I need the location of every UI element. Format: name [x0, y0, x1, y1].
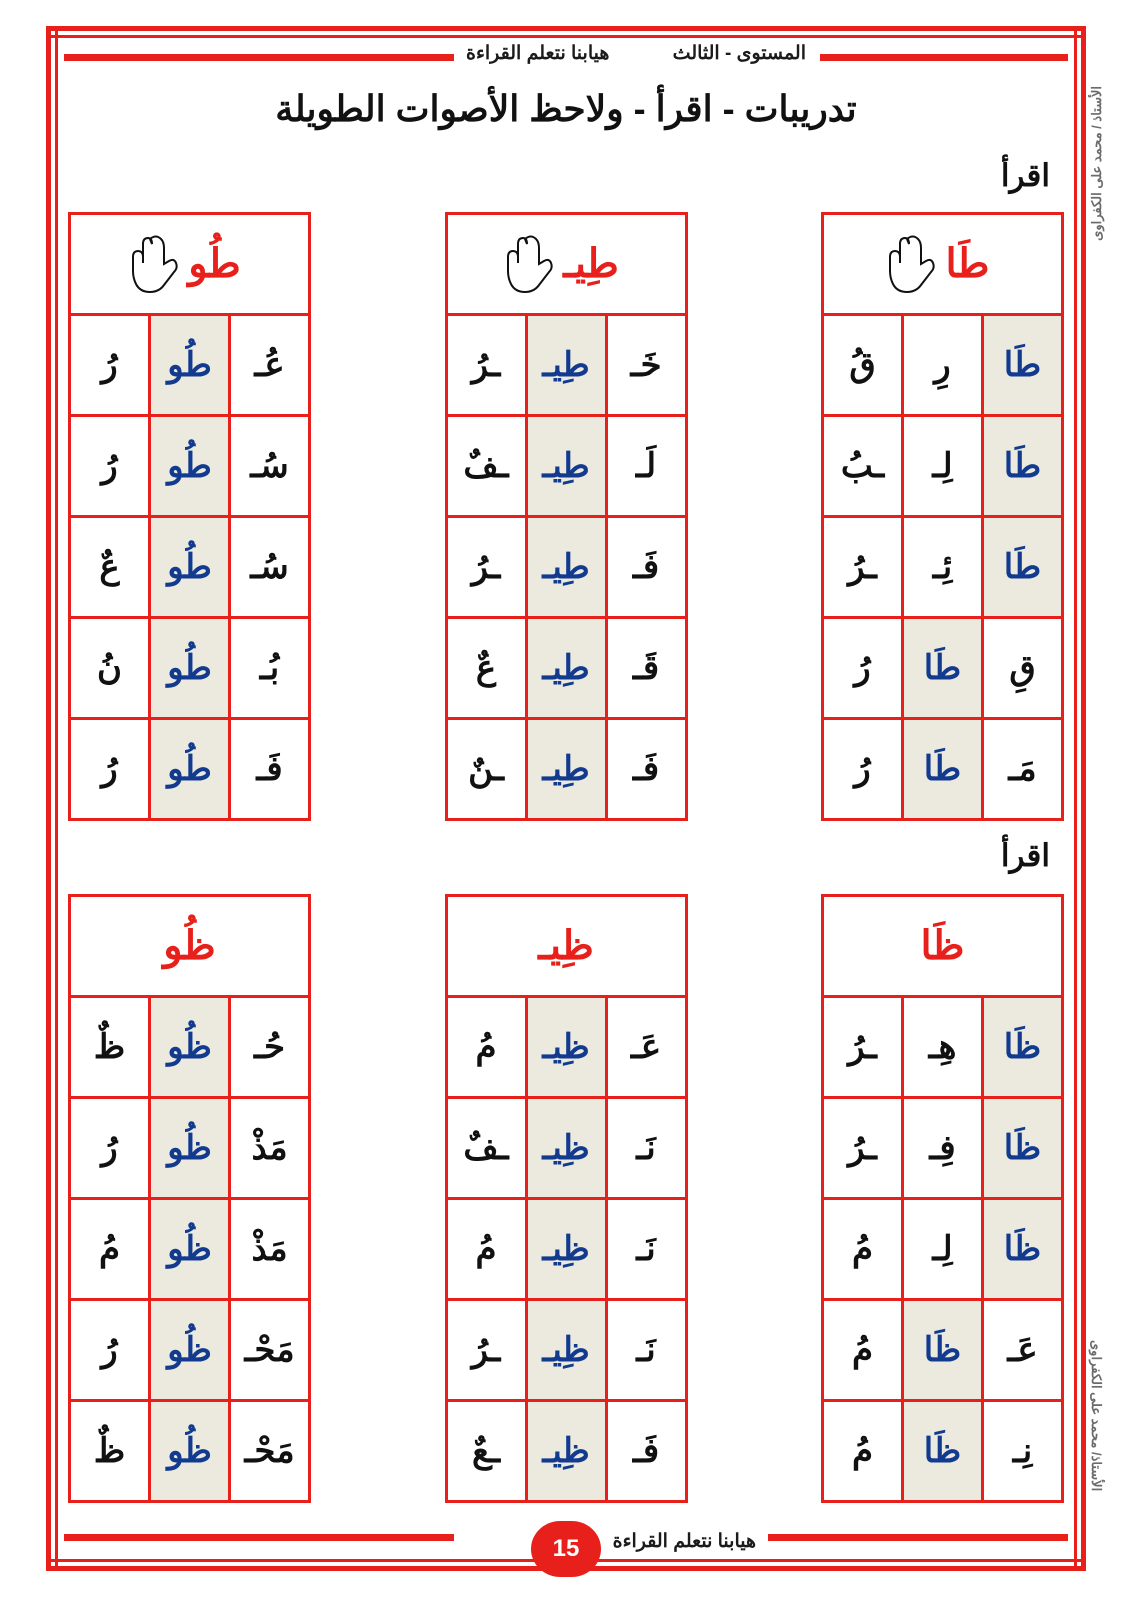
table-cell: ظَا [984, 1099, 1061, 1197]
footer-rule-right [768, 1534, 1068, 1541]
table-taa [821, 212, 1064, 821]
table-cell: مُ [824, 1301, 904, 1399]
table-cell: ظِيـ [528, 1402, 608, 1500]
table-row [448, 316, 685, 414]
table-cell: طِيـ [528, 518, 608, 616]
table-cell: بُـ [259, 649, 280, 687]
table-zuu-header [71, 897, 308, 998]
read-label-bottom: اقرأ [1000, 838, 1050, 873]
table-cell: طُو [151, 518, 231, 616]
table-cell: طَا [984, 316, 1061, 414]
table-cell: ـبُ [824, 417, 904, 515]
table-cell: ـرُ [448, 316, 528, 414]
table-cell: ظُو [151, 1402, 231, 1500]
table-cell: طَا [984, 518, 1061, 616]
table-cell: ئِـ [904, 518, 984, 616]
table-cell: ظِيـ [528, 1099, 608, 1197]
table-cell: مَذْ [251, 1230, 288, 1268]
table-cell: رُ [71, 720, 151, 818]
table-cell: مُ [824, 1402, 904, 1500]
table-cell: ـعٌ [448, 1402, 528, 1500]
table-cell: طُو [151, 417, 231, 515]
table-cell: ـفٌ [448, 417, 528, 515]
table-taa-header [824, 215, 1061, 316]
table-cell: حُـ [254, 1028, 285, 1066]
table-cell: ظُو [151, 1200, 231, 1298]
frame-border-left [46, 26, 51, 1571]
table-cell: طِيـ [528, 619, 608, 717]
table-cell: مُ [448, 1200, 528, 1298]
author-credit-top: الأستاذ / محمد على الكفراوى [1089, 86, 1104, 241]
table-cell: طُو [151, 720, 231, 818]
table-cell: ظُو [151, 1301, 231, 1399]
table-cell: ظِيـ [528, 1200, 608, 1298]
header-book-title: هيابنا نتعلم القراءة [466, 43, 610, 64]
header-rule-right [820, 54, 1068, 61]
table-cell: مُ [71, 1200, 151, 1298]
table-cell: ـرُ [448, 518, 528, 616]
table-cell: ظٌ [71, 998, 151, 1096]
table-cell: ـفٌ [448, 1099, 528, 1197]
table-row [71, 1399, 308, 1500]
table-cell: هِـ [904, 998, 984, 1096]
frame-border-left-inner [55, 26, 58, 1571]
table-cell: ـرُ [824, 1099, 904, 1197]
table-cell: طِيـ [528, 417, 608, 515]
table-row [824, 1399, 1061, 1500]
page-number-badge: 15 [531, 1521, 601, 1577]
table-cell: ظِيـ [528, 1301, 608, 1399]
table-cell: عَـ [1007, 1331, 1038, 1369]
page-title: تدريبات - اقرأ - ولاحظ الأصوات الطويلة [275, 88, 857, 129]
table-zaa [821, 894, 1064, 1503]
table-cell: عَـ [630, 1028, 662, 1066]
table-cell: خَـ [630, 346, 662, 384]
table-tii-header-syllable: طِيـ [563, 242, 619, 286]
table-zaa-header-syllable: ظَا [920, 924, 965, 968]
table-row [824, 616, 1061, 717]
exercise-row-top [68, 212, 1064, 821]
table-row [71, 316, 308, 414]
table-row [71, 414, 308, 515]
table-cell: مُ [448, 998, 528, 1096]
table-cell: فَـ [632, 548, 660, 586]
table-cell: لِـ [904, 1200, 984, 1298]
table-row [71, 998, 308, 1096]
table-row [71, 1298, 308, 1399]
table-row [448, 717, 685, 818]
table-row [448, 1298, 685, 1399]
table-zii-header-syllable: ظِيـ [538, 924, 594, 968]
table-cell: ظٌ [71, 1402, 151, 1500]
table-tii-header [448, 215, 685, 316]
table-row [448, 616, 685, 717]
table-cell: سُـ [250, 548, 289, 586]
footer-rule-left [64, 1534, 454, 1541]
table-row [824, 1096, 1061, 1197]
table-row [824, 998, 1061, 1096]
table-cell: فَـ [256, 750, 283, 788]
page-frame [46, 26, 1104, 1571]
table-cell: رِ [904, 316, 984, 414]
table-cell: ظَا [984, 998, 1061, 1096]
pointing-hand-icon [889, 233, 935, 295]
table-row [71, 515, 308, 616]
table-cell: ظُو [151, 998, 231, 1096]
table-row [71, 1096, 308, 1197]
table-cell: فَـ [632, 750, 660, 788]
table-cell: نِـ [1012, 1432, 1033, 1470]
read-label-top: اقرأ [1000, 158, 1050, 193]
frame-border-top [46, 26, 1086, 31]
table-row [448, 1096, 685, 1197]
footer-book-title: هيابنا نتعلم القراءة [612, 1531, 756, 1552]
table-cell: رُ [71, 316, 151, 414]
table-cell: قُ [824, 316, 904, 414]
frame-border-right [1081, 26, 1086, 1571]
table-zii [445, 894, 688, 1503]
pointing-hand-icon [132, 233, 178, 295]
table-tuu-header-syllable: طُو [188, 242, 241, 286]
table-zuu [68, 894, 311, 1503]
table-cell: طُو [151, 619, 231, 717]
table-cell: ـرُ [448, 1301, 528, 1399]
table-cell: نَـ [636, 1230, 656, 1268]
table-cell: مَـ [1008, 750, 1037, 788]
exercise-row-bottom [68, 894, 1064, 1503]
table-cell: طَا [904, 720, 984, 818]
table-cell: ظَا [984, 1200, 1061, 1298]
table-cell: فِـ [904, 1099, 984, 1197]
table-row [448, 998, 685, 1096]
table-cell: طَا [984, 417, 1061, 515]
table-tuu-header [71, 215, 308, 316]
table-row [824, 316, 1061, 414]
table-cell: لَـ [635, 447, 657, 485]
table-cell: مَذْ [251, 1129, 288, 1167]
table-cell: طُو [151, 316, 231, 414]
table-taa-header-syllable: طَا [945, 242, 990, 286]
table-cell: رُ [824, 720, 904, 818]
table-cell: ظُو [151, 1099, 231, 1197]
table-cell: مَحْـ [244, 1432, 295, 1470]
table-cell: عُـ [254, 346, 285, 384]
table-cell: عٌ [448, 619, 528, 717]
table-row [71, 616, 308, 717]
table-cell: ظِيـ [528, 998, 608, 1096]
table-cell: رُ [71, 1301, 151, 1399]
table-cell: نُ [71, 619, 151, 717]
table-cell: ـرُ [824, 998, 904, 1096]
table-zaa-header [824, 897, 1061, 998]
frame-border-right-inner [1074, 26, 1077, 1571]
table-cell: قِ [1009, 649, 1036, 687]
table-cell: مَحْـ [244, 1331, 295, 1369]
table-cell: ـرُ [824, 518, 904, 616]
table-cell: لِـ [904, 417, 984, 515]
table-cell: عٌ [71, 518, 151, 616]
table-cell: رُ [71, 1099, 151, 1197]
table-row [71, 1197, 308, 1298]
table-cell: طِيـ [528, 720, 608, 818]
table-cell: نَـ [636, 1331, 656, 1369]
table-row [824, 1298, 1061, 1399]
table-tii [445, 212, 688, 821]
table-row [824, 717, 1061, 818]
table-cell: ظَا [904, 1402, 984, 1500]
table-row [448, 515, 685, 616]
table-cell: قَـ [632, 649, 660, 687]
table-cell: طِيـ [528, 316, 608, 414]
table-cell: سُـ [250, 447, 289, 485]
header-level: المستوى - الثالث [672, 43, 806, 64]
table-cell: رُ [71, 417, 151, 515]
table-cell: مُ [824, 1200, 904, 1298]
table-zii-header [448, 897, 685, 998]
table-row [824, 515, 1061, 616]
table-row [448, 1197, 685, 1298]
table-cell: نَـ [636, 1129, 656, 1167]
header-rule-left [64, 54, 454, 61]
table-zuu-header-syllable: ظُو [163, 924, 216, 968]
frame-border-top-inner [46, 35, 1086, 38]
table-row [824, 1197, 1061, 1298]
table-row [71, 717, 308, 818]
table-row [448, 1399, 685, 1500]
author-credit-bottom: الأستاذ/ محمد على الكفراوى [1089, 1339, 1104, 1491]
table-cell: فَـ [632, 1432, 660, 1470]
table-row [448, 414, 685, 515]
table-tuu [68, 212, 311, 821]
pointing-hand-icon [507, 233, 553, 295]
table-cell: ظَا [904, 1301, 984, 1399]
table-cell: ـنٌ [448, 720, 528, 818]
table-cell: رُ [824, 619, 904, 717]
table-row [824, 414, 1061, 515]
table-cell: طَا [904, 619, 984, 717]
